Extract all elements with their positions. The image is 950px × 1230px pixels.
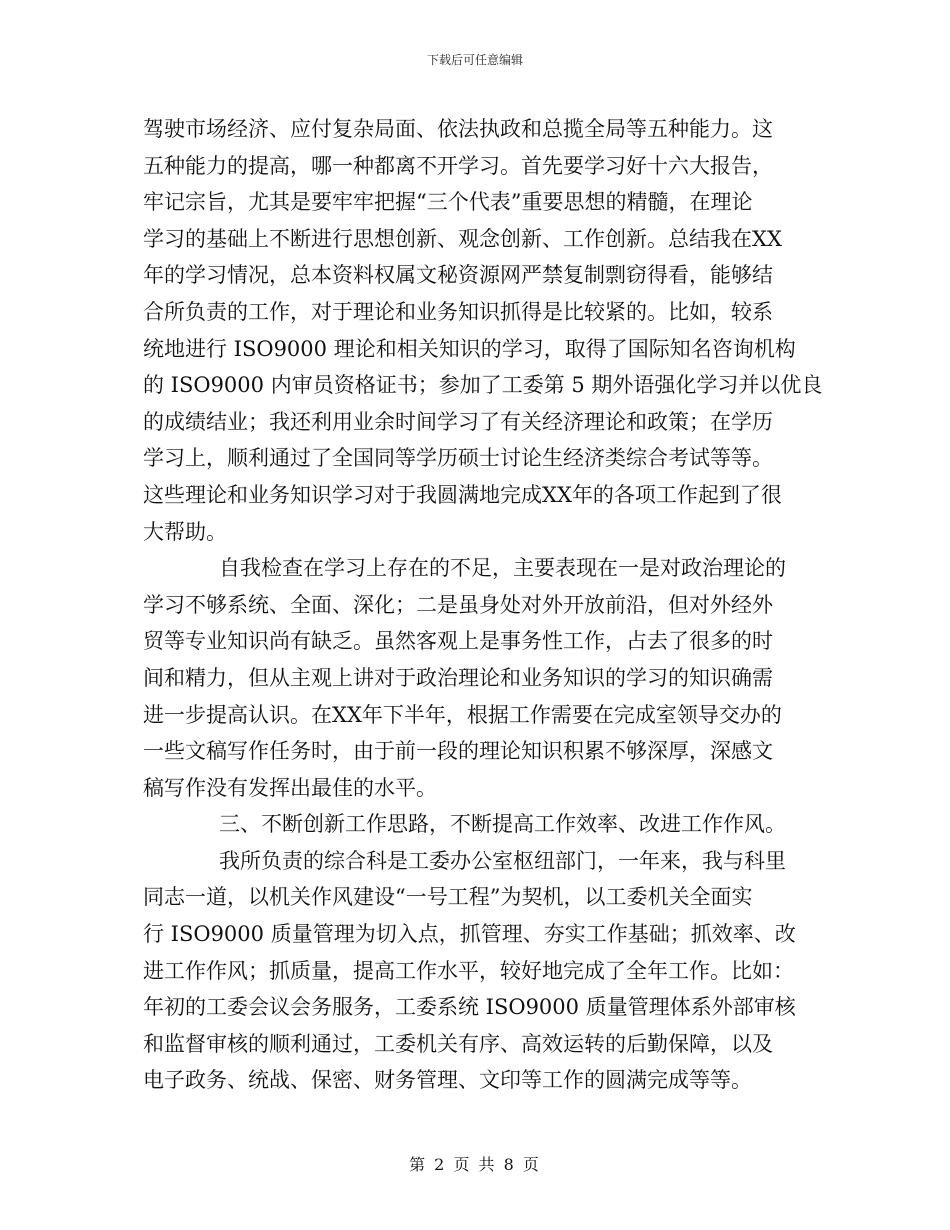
text-line: 五种能力的提高，哪一种都离不开学习。首先要学习好十六大报告， [143,153,773,178]
text-line: 的成绩结业；我还利用业余时间学习了有关经济理论和政策；在学历 [143,409,773,434]
text-line: 牢记宗旨，尤其是要牢牢把握“三个代表”重要思想的精髓，在理论 [143,190,753,215]
section-heading: 三、不断创新工作思路，不断提高工作效率、改进工作作风。 [219,812,786,837]
text-line: 驾驶市场经济、应付复杂局面、依法执政和总揽全局等五种能力。这 [143,117,773,141]
paragraph-first-line: 自我检查在学习上存在的不足，主要表现在一是对政治理论的 [219,556,786,581]
text-line: 间和精力，但从主观上讲对于政治理论和业务知识的学习的知识确需 [143,665,773,690]
text-line: 学习的基础上不断进行思想创新、观念创新、工作创新。总结我在XX [143,226,782,251]
text-line: 和监督审核的顺利通过，工委机关有序、高效运转的后勤保障，以及 [143,1031,773,1056]
text-line: 合所负责的工作，对于理论和业务知识抓得是比较紧的。比如，较系 [143,299,773,324]
text-line: 同志一道，以机关作风建设“一号工程”为契机，以工委机关全面实 [143,885,753,910]
text-line: 一些文稿写作任务时，由于前一段的理论知识积累不够深厚，深感文 [143,739,773,764]
text-line: 进工作作风；抓质量，提高工作水平，较好地完成了全年工作。比如： [143,958,794,983]
text-line: 学习上，顺利通过了全国同等学历硕士讨论生经济类综合考试等等。 [143,446,773,471]
page-number-footer: 第 2 页 共 8 页 [409,1155,541,1174]
text-line: 学习不够系统、全面、深化；二是虽身处对外开放前沿，但对外经外 [143,592,773,617]
text-line: 的 ISO9000 内审员资格证书；参加了工委第 5 期外语强化学习并以优良 [143,373,823,398]
text-line: 进一步提高认识。在XX年下半年，根据工作需要在完成室领导交办的 [143,702,782,727]
text-line: 年初的工委会议会务服务，工委系统 ISO9000 质量管理体系外部审核 [143,995,796,1020]
text-line: 贸等专业知识尚有缺乏。虽然客观上是事务性工作，占去了很多的时 [143,629,773,654]
text-line: 稿写作没有发挥出最佳的水平。 [143,775,437,800]
text-line: 这些理论和业务知识学习对于我圆满地完成XX年的各项工作起到了很 [143,482,782,507]
text-line: 电子政务、统战、保密、财务管理、文印等工作的圆满完成等等。 [143,1068,752,1093]
page-header: 下载后可任意编辑 [426,53,523,67]
document-body [143,111,823,1099]
paragraph-first-line: 我所负责的综合科是工委办公室枢纽部门，一年来，我与科里 [219,848,786,873]
text-line: 行 ISO9000 质量管理为切入点，抓管理、夯实工作基础；抓效率、改 [143,922,796,947]
text-line: 统地进行 ISO9000 理论和相关知识的学习，取得了国际知名咨询机构 [143,336,796,361]
text-line: 大帮助。 [143,519,227,544]
text-line: 年的学习情况，总本资料权属文秘资源网严禁复制剽窃得看，能够结 [143,263,773,288]
